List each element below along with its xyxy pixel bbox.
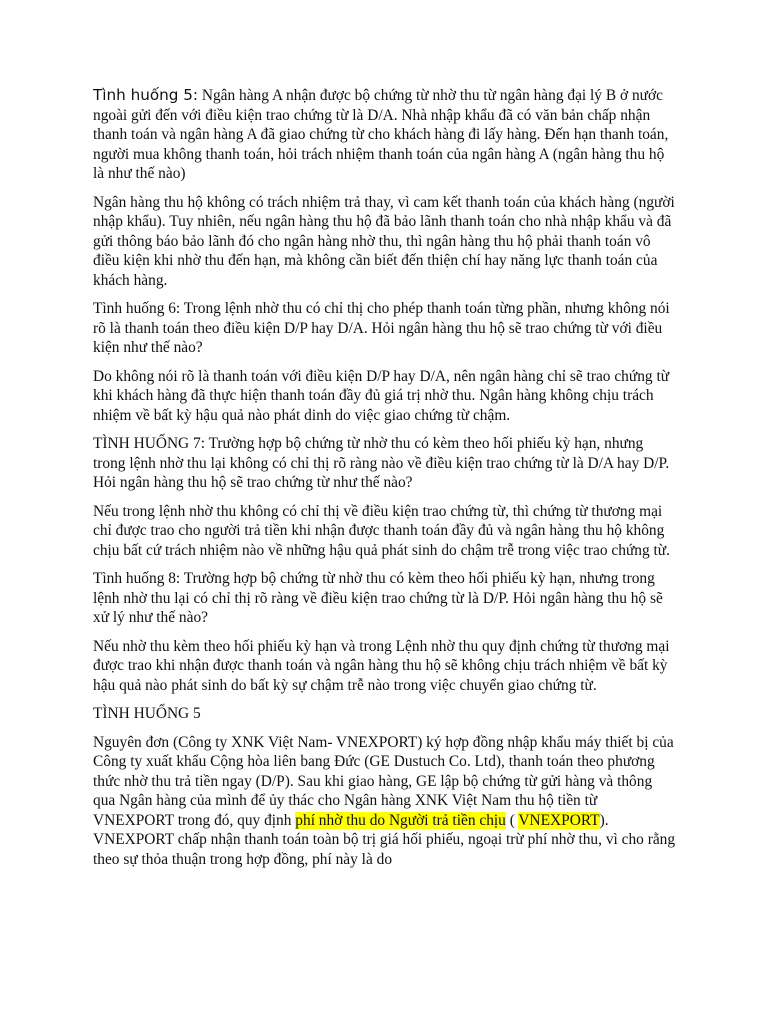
story-text-2: ( [505,811,519,829]
paragraph-case-6-question: Tình huống 6: Trong lệnh nhờ thu có chỉ thị cho phép thanh toán từng phần, nhưng không nói rõ là thanh toán theo điều kiện D/P hay D/A. Hỏi ngân hàng thu hộ sẽ trao chứng từ với điều kiện như thế nào? [93,300,670,356]
paragraph-case-7-question: TÌNH HUỐNG 7: Trường hợp bộ chứng từ nhờ thu có kèm theo hối phiếu kỳ hạn, nhưng trong lệnh nhờ thu lại không có chỉ thị rõ ràng nào về điều kiện trao chứng từ là D/A hay D/P. Hỏi ngân hàng thu hộ sẽ trao chứng từ như thế nào? [93,435,670,491]
paragraph-case-5-answer: Ngân hàng thu hộ không có trách nhiệm trả thay, vì cam kết thanh toán của khách hàng (người nhập khẩu). Tuy nhiên, nếu ngân hàng thu hộ đã bảo lãnh thanh toán cho nhà nhập khẩu và đã gửi thông báo bảo lãnh đó cho ngân hàng nhờ thu, thì ngân hàng thu hộ phải thanh toán vô điều kiện khi nhờ thu đến hạn, mà không cần biết đến thiện chí hay năng lực thanh toán của khách hàng. [93,193,675,289]
paragraph-case-6-answer: Do không nói rõ là thanh toán với điều kiện D/P hay D/A, nên ngân hàng chỉ sẽ trao chứng từ khi khách hàng đã thực hiện thanh toán đầy đủ giá trị nhờ thu. Ngân hàng không chịu trách nhiệm về bất kỳ hậu quả nào phát dinh do việc giao chứng từ chậm. [93,367,670,424]
paragraph-case-5-question [93,86,676,184]
case-5-question-text: Ngân hàng A nhận được bộ chứng từ nhờ thu từ ngân hàng đại lý B ở nước ngoài gửi đến với điều kiện trao chứng từ là D/A. Nhà nhập khẩu đã có văn bản chấp nhận thanh toán và ngân hàng A đã giao chứng từ cho khách hàng đi lấy hàng. Đến hạn thanh toán, người mua không thanh toán, hỏi trách nhiệm thanh toán của ngân hàng A (ngân hàng thu hộ là như thế nào) [93,87,669,182]
paragraph-case-8-question: Tình huống 8: Trường hợp bộ chứng từ nhờ thu có kèm theo hối phiếu kỳ hạn, nhưng trong lệnh nhờ thu lại có chỉ thị rõ ràng về điều kiện trao chứng từ là D/P. Hỏi ngân hàng thu hộ sẽ xử lý như thế nào? [93,570,663,626]
paragraph-case-7-answer: Nếu trong lệnh nhờ thu không có chỉ thị về điều kiện trao chứng từ, thì chứng từ thương mại chỉ được trao cho người trả tiền khi nhận được thanh toán đầy đủ và ngân hàng thu hộ không chịu bất cứ trách nhiệm nào về những hậu quả phát sinh do chậm trễ trong việc trao chứng từ. [93,502,670,559]
paragraph-case-5-story [93,733,676,870]
paragraph-case-8-answer: Nếu nhờ thu kèm theo hối phiếu kỳ hạn và trong Lệnh nhờ thu quy định chứng từ thương mại được trao khi nhận được thanh toán và ngân hàng thu hộ sẽ không chịu trách nhiệm về bất kỳ hậu quả nào phát sinh do bất kỳ sự chậm trễ nào trong việc chuyển giao chứng từ. [93,637,670,694]
section-heading-case-5: TÌNH HUỐNG 5 [93,705,201,722]
highlighted-vnexport: VNEXPORT [518,811,600,829]
case-5-heading: Tình huống 5: [93,86,198,104]
story-text-3: ). VNEXPORT chấp nhận thanh toán toàn bộ trị giá hối phiếu, ngoại trừ phí nhờ thu, vì cho rằng theo sự thỏa thuận trong hợp đồng, phí này là do [93,811,676,868]
story-text-1: Nguyên đơn (Công ty XNK Việt Nam- VNEXPORT) ký hợp đồng nhập khẩu máy thiết bị của Công ty xuất khẩu Cộng hòa liên bang Đức (GE Dustuch Co. Ltd), thanh toán theo phương thức nhờ thu trả tiền ngay (D/P). Sau khi giao hàng, GE lập bộ chứng từ gửi hàng và thông qua Ngân hàng của mình để ủy thác cho Ngân hàng XNK Việt Nam thu hộ tiền từ VNEXPORT trong đó, quy định [93,733,674,829]
highlighted-fee-clause: phí nhờ thu do Người trả tiền chịu [295,811,506,829]
